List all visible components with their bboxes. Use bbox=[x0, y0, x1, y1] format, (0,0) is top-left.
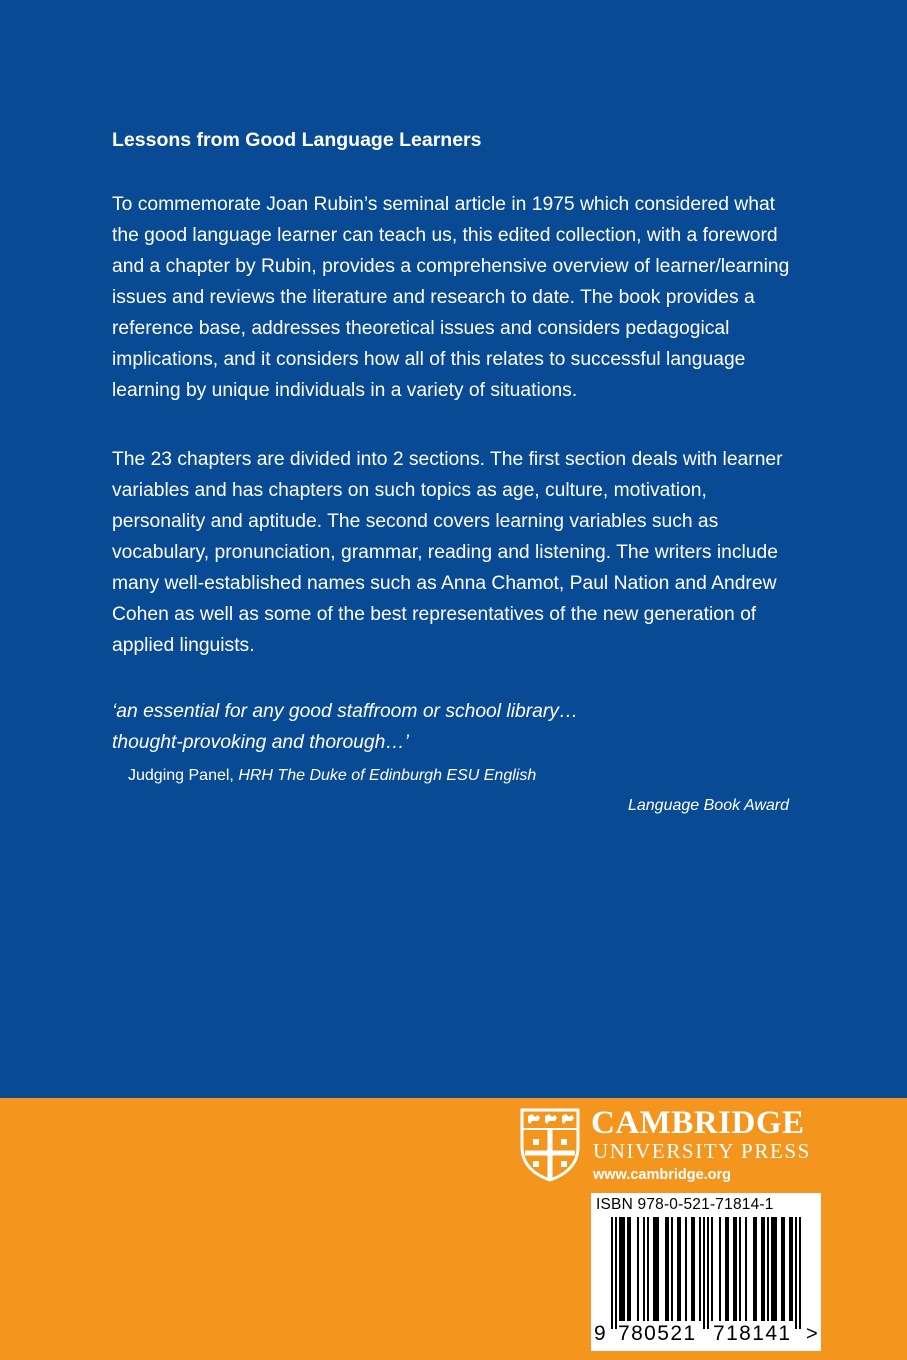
barcode-bar bbox=[733, 1217, 735, 1321]
barcode-bar bbox=[735, 1217, 737, 1321]
barcode-bar bbox=[693, 1217, 695, 1321]
publisher-name: CAMBRIDGE bbox=[591, 1105, 805, 1141]
barcode-digit-first: 9 bbox=[594, 1322, 606, 1345]
barcode-bar bbox=[761, 1217, 763, 1321]
barcode-bar bbox=[621, 1217, 623, 1321]
barcode-bar bbox=[703, 1217, 705, 1329]
review-quote-line-1: ‘an essential for any good staffroom or school library… bbox=[112, 701, 579, 722]
barcode-bar bbox=[699, 1217, 701, 1321]
barcode-bar bbox=[783, 1217, 785, 1321]
publisher-url: www.cambridge.org bbox=[593, 1167, 732, 1183]
barcode-bar bbox=[665, 1217, 667, 1321]
barcode-bar bbox=[691, 1217, 693, 1321]
barcode-bar bbox=[671, 1217, 673, 1321]
isbn-label: ISBN 978-0-521-71814-1 bbox=[596, 1196, 774, 1213]
barcode-bar bbox=[739, 1217, 741, 1321]
barcode-bar bbox=[667, 1217, 669, 1321]
barcode-bar bbox=[789, 1217, 791, 1321]
barcode-bar bbox=[615, 1217, 617, 1329]
barcode-digits-right: 718141 bbox=[713, 1322, 792, 1345]
barcode-bar bbox=[685, 1217, 687, 1321]
quote-attribution bbox=[112, 766, 802, 786]
barcode-bar bbox=[711, 1217, 713, 1321]
barcode-bar bbox=[679, 1217, 681, 1321]
barcode-digits-left: 780521 bbox=[618, 1322, 697, 1345]
barcode-bar bbox=[795, 1217, 797, 1329]
barcode-digits bbox=[591, 1321, 821, 1347]
barcode-bar bbox=[619, 1217, 621, 1321]
barcode-bar bbox=[745, 1217, 747, 1321]
barcode-bar bbox=[775, 1217, 777, 1321]
barcode-bar bbox=[653, 1217, 655, 1321]
barcode-bar bbox=[753, 1217, 755, 1321]
review-quote-line-2: thought-provoking and thorough…’ bbox=[112, 732, 409, 753]
barcode-bar bbox=[643, 1217, 645, 1321]
book-title: Lessons from Good Language Learners bbox=[112, 129, 482, 151]
barcode-bar bbox=[627, 1217, 629, 1321]
attribution-award-continued: Language Book Award bbox=[627, 797, 789, 814]
description-paragraph-2: The 23 chapters are divided into 2 sections. The first section deals with learner variables and has chapters on such topics as age, culture, motivation, personality and aptitude. The second covers learning variables such as vocabulary, pronunciation, grammar, reading and listening. The writers include many well-established names such as Anna Chamot, Paul Nation and Andrew Cohen as well as some of the best representatives of the new generation of applied linguists. bbox=[112, 449, 783, 656]
barcode-bar bbox=[799, 1217, 801, 1329]
cambridge-crest-icon bbox=[519, 1107, 581, 1183]
barcode-bar bbox=[719, 1217, 721, 1321]
barcode-bar bbox=[763, 1217, 765, 1321]
attribution-award: HRH The Duke of Edinburgh ESU English bbox=[238, 767, 537, 784]
barcode-bar bbox=[611, 1217, 613, 1329]
barcode-bar bbox=[657, 1217, 659, 1321]
barcode-bar bbox=[771, 1217, 773, 1321]
barcode-bar bbox=[707, 1217, 709, 1329]
barcode-bar bbox=[655, 1217, 657, 1321]
publisher-press: UNIVERSITY PRESS bbox=[593, 1139, 811, 1163]
barcode-bar bbox=[727, 1217, 729, 1321]
barcode-bar bbox=[773, 1217, 775, 1321]
barcode-bar bbox=[725, 1217, 727, 1321]
barcode-bar bbox=[629, 1217, 631, 1321]
review-quote bbox=[112, 696, 802, 758]
publisher-logo bbox=[591, 1106, 811, 1184]
barcode-bar bbox=[623, 1217, 625, 1321]
back-cover-text bbox=[112, 128, 802, 816]
barcode-bar bbox=[755, 1217, 757, 1321]
barcode-quiet-mark: > bbox=[806, 1323, 818, 1345]
attribution-source: Judging Panel, bbox=[128, 767, 239, 784]
barcode-bar bbox=[647, 1217, 649, 1321]
isbn-barcode bbox=[591, 1193, 821, 1351]
barcode-bar bbox=[637, 1217, 639, 1321]
description-paragraph-1: To commemorate Joan Rubin’s seminal article in 1975 which considered what the good language learner can teach us, this edited collection, with a foreword and a chapter by Rubin, provides a comprehensive overview of learner/learning issues and reviews the literature and research to date. The book provides a reference base, addresses theoretical issues and considers pedagogical implications, and it considers how all of this relates to successful language learning by unique individuals in a variety of situations. bbox=[112, 194, 790, 401]
barcode-bar bbox=[767, 1217, 769, 1321]
barcode-bar bbox=[781, 1217, 783, 1321]
barcode-bar bbox=[791, 1217, 793, 1321]
barcode-bar bbox=[677, 1217, 679, 1321]
